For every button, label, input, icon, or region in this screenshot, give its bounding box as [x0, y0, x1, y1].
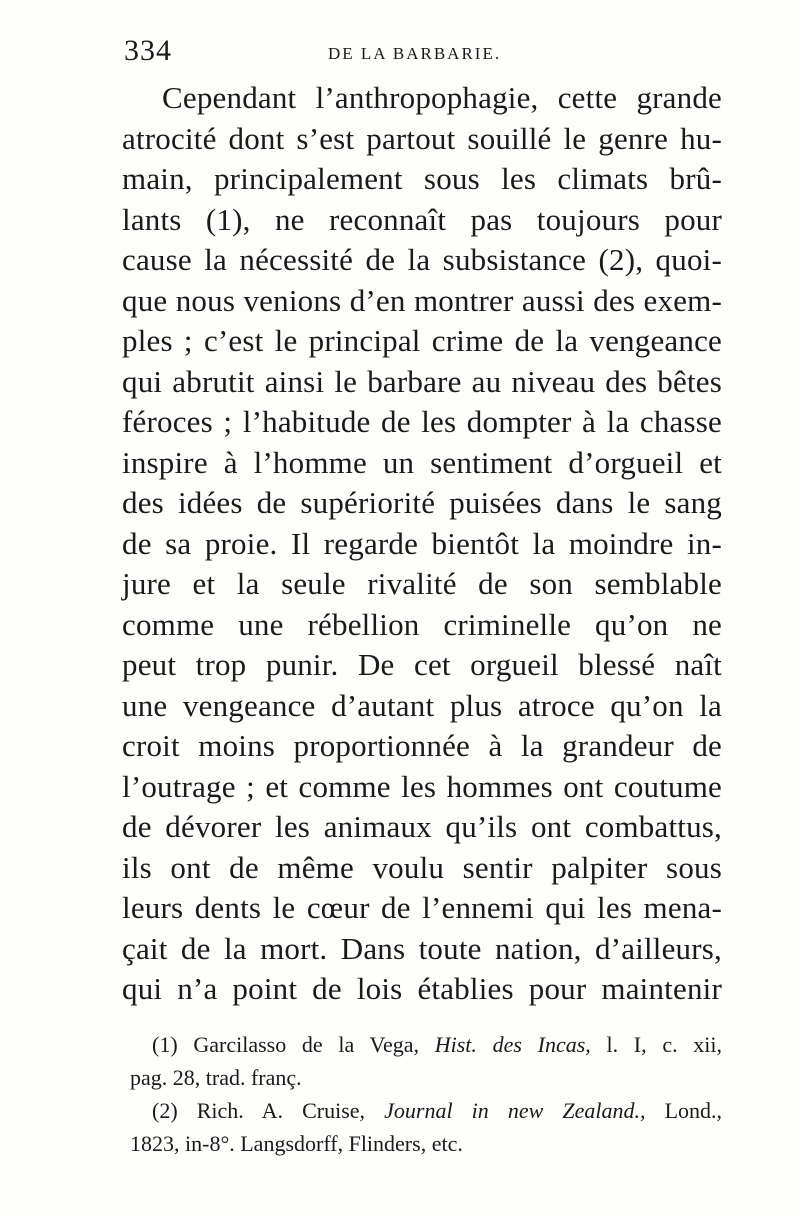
- page-number: 334: [124, 34, 172, 67]
- text-line: inspire à l’homme un sentiment d’orgueil et: [122, 444, 722, 480]
- text-line: que nous venions d’en montrer aussi des exem-: [122, 282, 722, 318]
- text-line: main, principalement sous les climats brû-: [122, 161, 722, 196]
- main-text: [122, 78, 722, 1010]
- running-head: DE LA BARBARIE.: [328, 44, 502, 63]
- text-line: une vengeance d’autant plus atroce qu’on la: [122, 687, 722, 723]
- text-line: leurs dents le cœur de l’ennemi qui les mena-: [122, 890, 722, 925]
- page-header: [124, 34, 724, 70]
- text-line: qui abrutit ainsi le barbare au niveau des bêtes: [122, 363, 722, 399]
- text-line: des idées de supériorité puisées dans le sang: [122, 485, 722, 520]
- text-line: cause la nécessité de la subsistance (2), quoi-: [122, 242, 722, 277]
- text-line: l’outrage ; et comme les hommes ont coutume: [122, 768, 722, 804]
- text-line: peut trop punir. De cet orgueil blessé naît: [122, 647, 722, 682]
- footnotes: [130, 1028, 722, 1160]
- text-line: lants (1), ne reconnaît pas toujours pour: [122, 201, 722, 237]
- text-line: comme une rébellion criminelle qu’on ne: [122, 606, 722, 642]
- text-line: qui n’a point de lois établies pour maintenir: [122, 971, 722, 1006]
- footnote-reference: l. I, c. xii,: [606, 1032, 723, 1057]
- text-line: féroces ; l’habitude de les dompter à la chasse: [122, 404, 722, 439]
- text-line: atrocité dont s’est partout souillé le genre hu-: [122, 120, 722, 156]
- footnote-marker: (2): [152, 1098, 178, 1123]
- text-line: Cependant l’anthropophagie, cette grande: [162, 80, 722, 115]
- footnote-1-continued: pag. 28, trad. franç.: [130, 1065, 302, 1090]
- footnote-marker: (1): [152, 1032, 178, 1057]
- footnote-author: Garcilasso de la Vega,: [193, 1032, 420, 1057]
- footnote-reference: Lond.,: [664, 1098, 723, 1123]
- text-line: croit moins proportionnée à la grandeur de: [122, 728, 722, 763]
- footnote-title: Hist. des Incas,: [434, 1032, 591, 1057]
- footnote-title: Journal in new Zealand.,: [384, 1098, 646, 1123]
- footnote-author: Rich. A. Cruise,: [196, 1098, 366, 1123]
- footnote-1: [130, 1028, 722, 1061]
- text-line: de dévorer les animaux qu’ils ont combattus,: [122, 809, 722, 844]
- text-line: ples ; c’est le principal crime de la vengeance: [122, 323, 722, 358]
- text-line: ils ont de même voulu sentir palpiter sous: [122, 849, 722, 885]
- text-line: jure et la seule rivalité de son semblable: [122, 566, 722, 601]
- text-line: de sa proie. Il regarde bientôt la moindre in-: [122, 525, 722, 561]
- text-line: çait de la mort. Dans toute nation, d’ailleurs,: [122, 930, 722, 966]
- footnote-2: [130, 1094, 722, 1127]
- footnote-2-continued: 1823, in-8°. Langsdorff, Flinders, etc.: [130, 1131, 463, 1156]
